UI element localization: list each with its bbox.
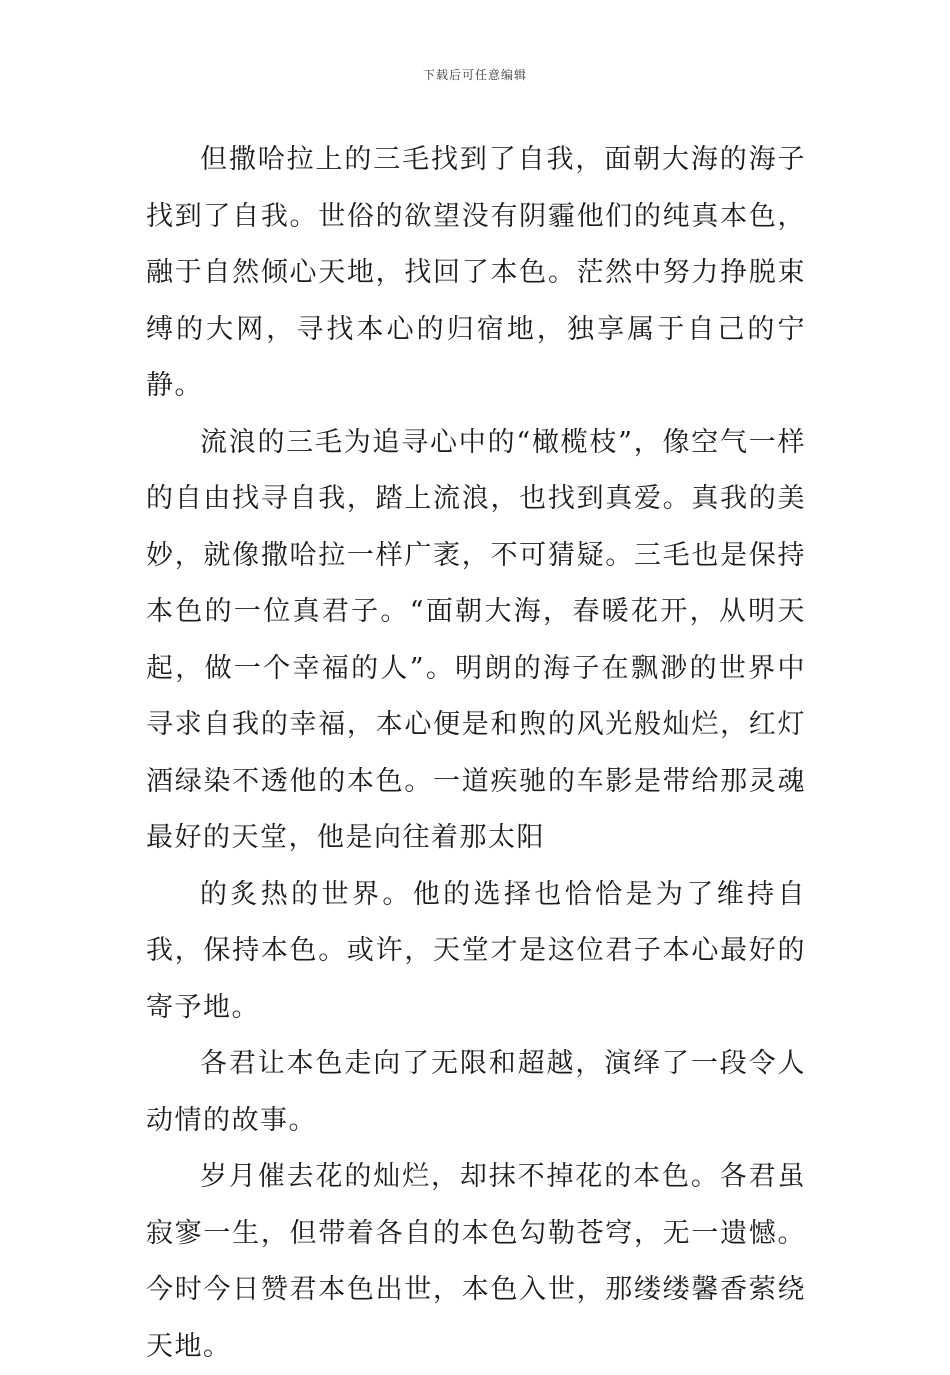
paragraph-3: 的炙热的世界。他的选择也恰恰是为了维持自我，保持本色。或许，天堂才是这位君子本心最好的寄予地。 bbox=[146, 878, 806, 1023]
paragraph-5: 岁月催去花的灿烂，却抹不掉花的本色。各君虽寂寥一生，但带着各自的本色勾勒苍穹，无一遗憾。今时今日赞君本色出世，本色入世，那缕缕馨香萦绕天地。 bbox=[146, 1161, 806, 1362]
paragraph-4: 各君让本色走向了无限和超越，演绎了一段令人动情的故事。 bbox=[146, 1048, 806, 1136]
paragraph-1: 但撒哈拉上的三毛找到了自我，面朝大海的海子找到了自我。世俗的欲望没有阴霾他们的纯真本色，融于自然倾心天地，找回了本色。茫然中努力挣脱束缚的大网，寻找本心的归宿地，独享属于自己的宁静。 bbox=[146, 144, 806, 401]
page-header-note: 下载后可任意编辑 bbox=[422, 68, 527, 82]
paragraph-2: 流浪的三毛为追寻心中的“橄榄枝”，像空气一样的自由找寻自我，踏上流浪，也找到真爱。真我的美妙，就像撒哈拉一样广袤，不可猜疑。三毛也是保持本色的一位真君子。“面朝大海，春暖花开，从明天起，做一个幸福的人”。明朗的海子在飘渺的世界中寻求自我的幸福，本心便是和煦的风光般灿烂，红灯酒绿染不透他的本色。一道疾驰的车影是带给那灵魂最好的天堂，他是向往着那太阳 bbox=[146, 426, 806, 853]
document-body bbox=[146, 132, 806, 1375]
